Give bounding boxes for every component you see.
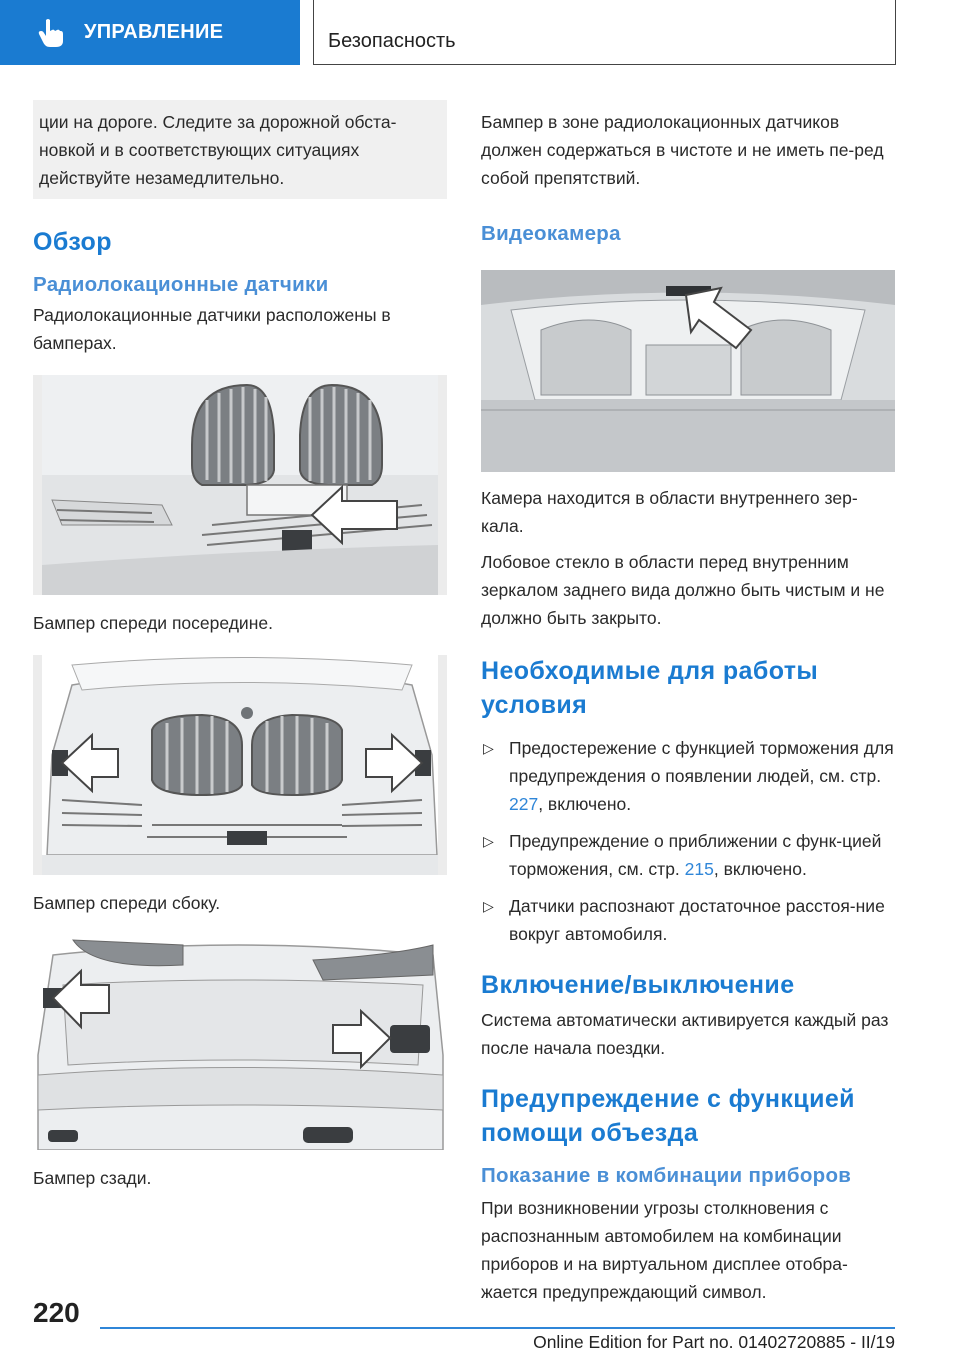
on-off-text: Система автоматически активируется каждый раз после начала поездки. bbox=[481, 1010, 889, 1058]
triangle-bullet-icon: ▷ bbox=[483, 833, 494, 849]
page-link-215[interactable]: 215 bbox=[684, 859, 714, 879]
heading-conditions: Необходимые для работы условия bbox=[481, 657, 819, 719]
list-item: ▷ Датчики распознают достаточное расстоя-ние вокруг автомобиля. bbox=[481, 892, 895, 948]
footer-divider bbox=[100, 1327, 895, 1329]
caption-front-side: Бампер спереди сбоку. bbox=[33, 893, 221, 913]
note-text: ции на дороге. Следите за дорожной обста-новкой и в соответствующих ситуациях действуйте незамедлительно. bbox=[39, 112, 397, 188]
triangle-bullet-icon: ▷ bbox=[483, 898, 494, 914]
caption-rear: Бампер сзади. bbox=[33, 1168, 152, 1188]
windshield-text: Лобовое стекло в области перед внутренним зеркалом заднего вида должно быть чистым и не должно быть закрыто. bbox=[481, 552, 885, 628]
front-bumper-side-image bbox=[33, 655, 447, 875]
right-column bbox=[481, 100, 895, 1306]
page-link-227[interactable]: 227 bbox=[509, 794, 539, 814]
instrument-cluster-text: При возникновении угрозы столкновения с распознанным автомобилем на комбинации приборов и на виртуальном дисплее отобра-жается предупреждающий символ. bbox=[481, 1198, 848, 1302]
heading-on-off: Включение/выключение bbox=[481, 971, 795, 999]
section-title: Безопасность bbox=[328, 30, 456, 52]
note-box bbox=[33, 100, 447, 199]
left-column bbox=[33, 100, 447, 1192]
chapter-title: УПРАВЛЕНИЕ bbox=[84, 21, 224, 43]
conditions-list bbox=[481, 734, 895, 948]
heading-instrument-cluster: Показание в комбинации приборов bbox=[481, 1164, 852, 1187]
edition-info: Online Edition for Part no. 01402720885 - II/19 bbox=[533, 1332, 895, 1352]
heading-evasion-warning: Предупреждение с функцией помощи объезда bbox=[481, 1085, 855, 1147]
caption-front-center: Бампер спереди посередине. bbox=[33, 613, 273, 633]
chapter-tab[interactable] bbox=[0, 0, 300, 65]
hand-pointer-icon bbox=[30, 12, 72, 54]
video-camera-image bbox=[481, 270, 895, 472]
radar-description: Радиолокационные датчики расположены в бамперах. bbox=[33, 305, 391, 353]
section-header bbox=[313, 0, 896, 65]
front-bumper-center-image bbox=[33, 375, 447, 595]
list-item: ▷ Предостережение с функцией торможения для предупреждения о появлении людей, см. стр. 227, включено. bbox=[481, 734, 895, 818]
heading-video-camera: Видеокамера bbox=[481, 222, 621, 245]
page-number: 220 bbox=[33, 1297, 80, 1328]
bumper-cleanliness-text: Бампер в зоне радиолокационных датчиков должен содержаться в чистоте и не иметь пе-ред собой препятствий. bbox=[481, 112, 884, 188]
list-item: ▷ Предупреждение о приближении с функ-цией торможения, см. стр. 215, включено. bbox=[481, 827, 895, 883]
heading-overview: Обзор bbox=[33, 228, 112, 256]
rear-bumper-image bbox=[33, 935, 447, 1150]
triangle-bullet-icon: ▷ bbox=[483, 740, 494, 756]
camera-location-text: Камера находится в области внутреннего зер-кала. bbox=[481, 488, 858, 536]
heading-radar-sensors: Радиолокационные датчики bbox=[33, 273, 329, 296]
